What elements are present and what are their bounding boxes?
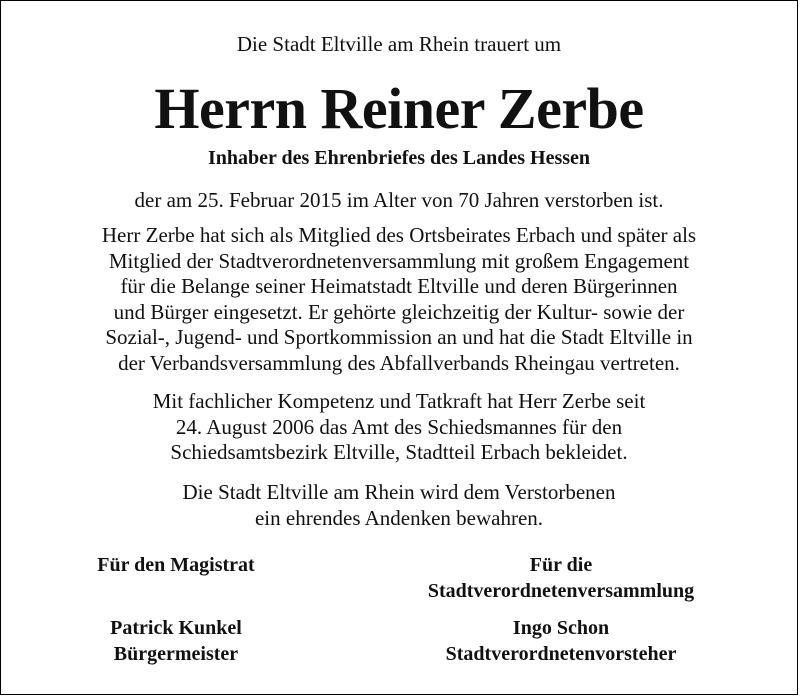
paragraph-line: Herr Zerbe hat sich als Mitglied des Ortsbeirates Erbach und später als — [101, 223, 697, 247]
death-statement: der am 25. Februar 2015 im Alter von 70 Jahren verstorben ist. — [134, 188, 664, 212]
signature-left-signer — [31, 615, 321, 667]
deceased-name: Herrn Reiner Zerbe — [154, 76, 644, 141]
paragraph-line: ein ehrendes Andenken bewahren. — [254, 505, 544, 530]
signer-name: Patrick Kunkel — [110, 617, 242, 639]
signer-role: Stadtverordnetenvorsteher — [445, 643, 677, 665]
tribute-paragraph-1 — [21, 223, 777, 376]
paragraph-line: der Verbandsversammlung des Abfallverbands Rheingau vertreten. — [118, 350, 680, 375]
paragraph-line: Sozial-, Jugend- und Sportkommission an und hat die Stadt Eltville in — [105, 325, 693, 349]
paragraph-line: und Bürger eingesetzt. Er gehörte gleichzeitig der Kultur- sowie der — [113, 299, 685, 324]
paragraph-line: Schiedsamtsbezirk Eltville, Stadtteil Erbach bekleidet. — [170, 440, 628, 464]
paragraph-line: Mit fachlicher Kompetenz und Tatkraft hat Herr Zerbe seit — [152, 389, 646, 413]
paragraph-line: 24. August 2006 das Amt des Schiedsmannes für den — [175, 414, 623, 439]
paragraph-line: Die Stadt Eltville am Rhein wird dem Verstorbenen — [182, 480, 616, 504]
signature-body-line: Für die — [529, 554, 593, 576]
signature-right-signer — [371, 615, 751, 667]
paragraph-line: für die Belange seiner Heimatstadt Eltville und deren Bürgerinnen — [120, 274, 678, 298]
signature-left-body — [31, 552, 321, 578]
paragraph-line: Mitglied der Stadtverordnetenversammlung mit großem Engagement — [108, 248, 690, 273]
intro-text: Die Stadt Eltville am Rhein trauert um — [236, 32, 562, 56]
tribute-paragraph-3 — [21, 480, 777, 531]
signature-right-body — [371, 552, 751, 604]
tribute-paragraph-2 — [21, 389, 777, 466]
signature-body-line: Für den Magistrat — [97, 554, 255, 576]
signer-name: Ingo Schon — [512, 617, 610, 639]
honor-title: Inhaber des Ehrenbriefes des Landes Hessen — [207, 147, 591, 169]
signer-role: Bürgermeister — [113, 643, 239, 665]
signature-body-line: Stadtverordnetenversammlung — [427, 580, 695, 602]
